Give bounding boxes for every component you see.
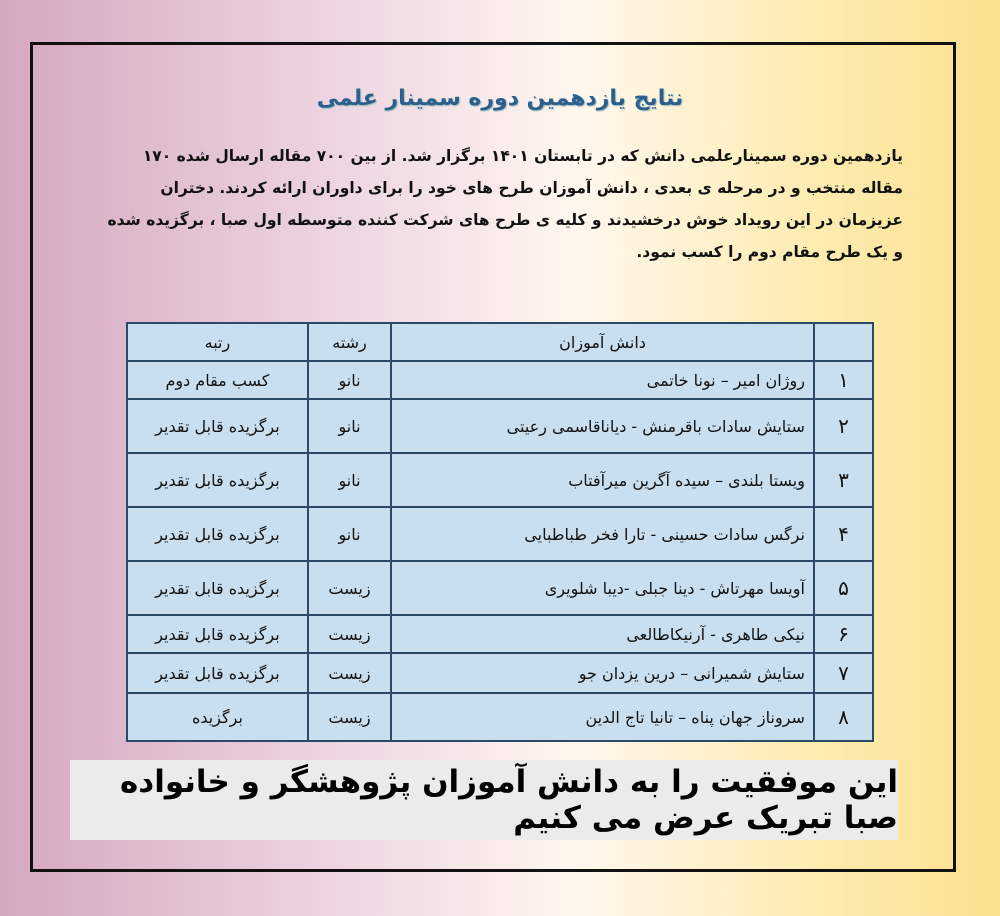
table-row bbox=[127, 507, 873, 561]
row-students: نیکی طاهری - آرنیکاطالعی bbox=[391, 615, 814, 653]
header-rank: رتبه bbox=[127, 323, 308, 361]
congratulations-banner: این موفقیت را به دانش آموزان پژوهشگر و خانواده صبا تبریک عرض می کنیم bbox=[70, 760, 898, 840]
table-row bbox=[127, 399, 873, 453]
row-students: ستایش سادات باقرمنش - دیاناقاسمی رعیتی bbox=[391, 399, 814, 453]
row-number: ۷ bbox=[814, 653, 873, 693]
table-row bbox=[127, 453, 873, 507]
row-number: ۲ bbox=[814, 399, 873, 453]
row-rank: برگزیده قابل تقدیر bbox=[127, 453, 308, 507]
row-rank: برگزیده قابل تقدیر bbox=[127, 399, 308, 453]
row-rank: برگزیده قابل تقدیر bbox=[127, 507, 308, 561]
row-students: سروناز جهان پناه – تانیا تاج الدین bbox=[391, 693, 814, 741]
row-students: روژان امیر – نونا خاتمی bbox=[391, 361, 814, 399]
row-rank: برگزیده قابل تقدیر bbox=[127, 561, 308, 615]
results-table bbox=[126, 322, 874, 742]
table-header-row bbox=[127, 323, 873, 361]
row-field: زیست bbox=[308, 693, 391, 741]
row-field: نانو bbox=[308, 399, 391, 453]
intro-paragraph: یازدهمین دوره سمینارعلمی دانش که در تابستان ۱۴۰۱ برگزار شد. از بین ۷۰۰ مقاله ارسال شده ۱۷۰ مقاله منتخب و در مرحله ی بعدی ، دانش آموزان طرح های خود را برای داوران ارائه کردند. دختران عزیزمان در این رویداد خوش درخشیدند و کلیه ی طرح های شرکت کننده متوسطه اول صبا ، برگزیده شده و یک طرح مقام دوم را کسب نمود. bbox=[107, 147, 903, 261]
row-field: نانو bbox=[308, 507, 391, 561]
row-number: ۵ bbox=[814, 561, 873, 615]
row-students: آویسا مهرتاش - دینا جبلی -دیبا شلویری bbox=[391, 561, 814, 615]
row-students: نرگس سادات حسینی - تارا فخر طباطبایی bbox=[391, 507, 814, 561]
header-num bbox=[814, 323, 873, 361]
row-students: ویستا بلندی – سیده آگرین میرآفتاب bbox=[391, 453, 814, 507]
row-rank: برگزیده قابل تقدیر bbox=[127, 615, 308, 653]
row-field: نانو bbox=[308, 361, 391, 399]
row-rank: کسب مقام دوم bbox=[127, 361, 308, 399]
table-row bbox=[127, 561, 873, 615]
header-field: رشته bbox=[308, 323, 391, 361]
row-field: نانو bbox=[308, 453, 391, 507]
row-field: زیست bbox=[308, 615, 391, 653]
table-row bbox=[127, 361, 873, 399]
row-number: ۴ bbox=[814, 507, 873, 561]
table-row bbox=[127, 615, 873, 653]
page-title: نتایج یازدهمین دوره سمینار علمی bbox=[316, 86, 684, 111]
row-number: ۱ bbox=[814, 361, 873, 399]
table-row bbox=[127, 693, 873, 741]
row-students: ستایش شمیرانی – درین یزدان جو bbox=[391, 653, 814, 693]
row-rank: برگزیده bbox=[127, 693, 308, 741]
row-field: زیست bbox=[308, 653, 391, 693]
header-students: دانش آموزان bbox=[391, 323, 814, 361]
row-number: ۶ bbox=[814, 615, 873, 653]
row-rank: برگزیده قابل تقدیر bbox=[127, 653, 308, 693]
row-number: ۸ bbox=[814, 693, 873, 741]
table-row bbox=[127, 653, 873, 693]
row-number: ۳ bbox=[814, 453, 873, 507]
row-field: زیست bbox=[308, 561, 391, 615]
